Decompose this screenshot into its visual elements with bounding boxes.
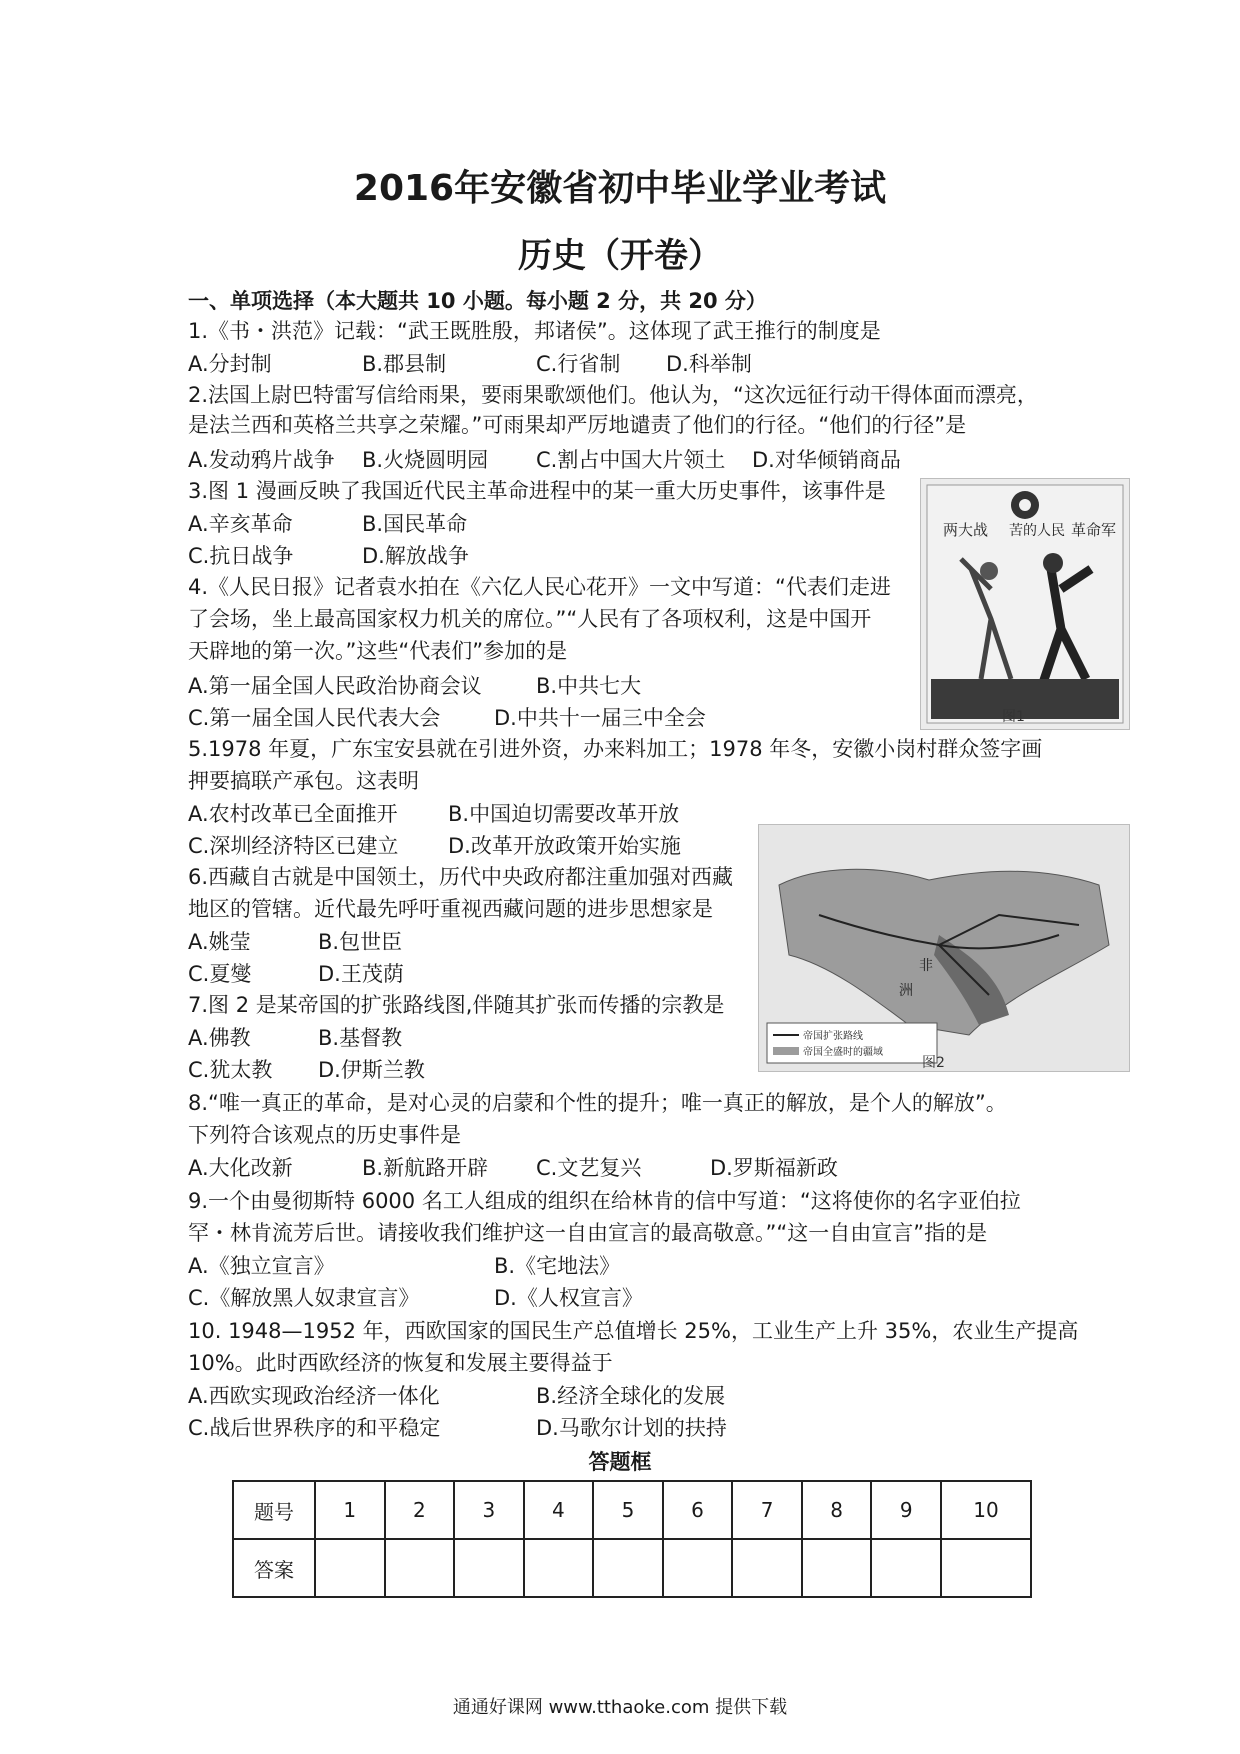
exam-title: 2016年安徽省初中毕业学业考试 [353, 168, 887, 209]
question-number: 7 [732, 1481, 802, 1539]
q3-option-b: B.国民革命 [362, 512, 468, 536]
q8-line2: 下列符合该观点的历史事件是 [188, 1123, 461, 1147]
q6-option-a: A.姚莹 [188, 930, 251, 954]
q1-option-d: D.科举制 [666, 352, 752, 376]
q4-option-b: B.中共七大 [536, 674, 642, 698]
footer-credit: 通通好课网 www.tthaoke.com 提供下载 [452, 1697, 788, 1718]
q5-option-d: D.改革开放政策开始实施 [448, 834, 681, 858]
q1-option-c: C.行省制 [536, 352, 621, 376]
q7-option-d: D.伊斯兰教 [318, 1058, 425, 1082]
map-label-africa-1: 非 [919, 958, 933, 974]
q10-option-b: B.经济全球化的发展 [536, 1384, 726, 1408]
q8-line1: 8.“唯一真正的革命，是对心灵的启蒙和个性的提升；唯一真正的解放，是个人的解放”。 [188, 1091, 1007, 1115]
question-number: 8 [802, 1481, 872, 1539]
q7-stem: 7.图 2 是某帝国的扩张路线图,伴随其扩张而传播的宗教是 [188, 993, 725, 1017]
answer-cell[interactable] [385, 1539, 455, 1597]
q5-option-a: A.农村改革已全面推开 [188, 802, 398, 826]
figure-2-caption: 图2 [922, 1055, 945, 1071]
question-number: 2 [385, 1481, 455, 1539]
question-number: 9 [871, 1481, 941, 1539]
question-number: 10 [941, 1481, 1031, 1539]
q3-option-c: C.抗日战争 [188, 544, 294, 568]
q3-stem: 3.图 1 漫画反映了我国近代民主革命进程中的某一重大历史事件，该事件是 [188, 479, 886, 503]
map-legend-route: 帝国扩张路线 [803, 1031, 863, 1042]
q4-line1: 4.《人民日报》记者袁水拍在《六亿人民心花开》一文中写道：“代表们走进 [188, 575, 891, 599]
exam-subtitle: 历史（开卷） [518, 236, 722, 276]
map-legend-territory: 帝国全盛时的疆域 [803, 1047, 883, 1058]
q5-option-b: B.中国迫切需要改革开放 [448, 802, 680, 826]
answer-cell[interactable] [593, 1539, 663, 1597]
figure-1-cartoon [920, 478, 1130, 730]
q4-option-a: A.第一届全国人民政治协商会议 [188, 674, 482, 698]
q3-option-a: A.辛亥革命 [188, 512, 293, 536]
question-number: 6 [663, 1481, 733, 1539]
question-number: 4 [524, 1481, 594, 1539]
q6-line1: 6.西藏自古就是中国领土，历代中央政府都注重加强对西藏 [188, 865, 734, 889]
answer-row-label: 答案 [233, 1539, 315, 1597]
figure-2-map [758, 824, 1130, 1072]
q4-option-c: C.第一届全国人民代表大会 [188, 706, 441, 730]
q6-line2: 地区的管辖。近代最先呼吁重视西藏问题的进步思想家是 [188, 897, 713, 921]
q2-option-b: B.火烧圆明园 [362, 448, 489, 472]
q2-option-d: D.对华倾销商品 [752, 448, 901, 472]
answer-cell[interactable] [454, 1539, 524, 1597]
q9-option-c: C.《解放黑人奴隶宣言》 [188, 1286, 420, 1310]
q1-option-a: A.分封制 [188, 352, 272, 376]
q2-line1: 2.法国上尉巴特雷写信给雨果，要雨果歌颂他们。他认为，“这次远征行动干得体面而漂亮， [188, 383, 1038, 407]
answer-cell[interactable] [802, 1539, 872, 1597]
q6-option-b: B.包世臣 [318, 930, 403, 954]
q8-option-b: B.新航路开辟 [362, 1156, 489, 1180]
answer-cell[interactable] [871, 1539, 941, 1597]
number-row-label: 题号 [233, 1481, 315, 1539]
q5-line2: 押要搞联产承包。这表明 [188, 769, 419, 793]
answer-cell[interactable] [315, 1539, 385, 1597]
q9-option-a: A.《独立宣言》 [188, 1254, 335, 1278]
answer-cell[interactable] [732, 1539, 802, 1597]
q7-option-a: A.佛教 [188, 1026, 251, 1050]
q9-option-b: B.《宅地法》 [494, 1254, 621, 1278]
map-label-africa-2: 洲 [899, 983, 913, 999]
q7-option-c: C.犹太教 [188, 1058, 273, 1082]
answer-box-title: 答题框 [588, 1450, 652, 1474]
q4-line2: 了会场，坐上最高国家权力机关的席位。”“人民有了各项权利，这是中国开 [188, 607, 872, 631]
q5-option-c: C.深圳经济特区已建立 [188, 834, 399, 858]
answer-table [232, 1480, 1032, 1598]
q3-option-d: D.解放战争 [362, 544, 469, 568]
q10-option-d: D.马歌尔计划的扶持 [536, 1416, 727, 1440]
q8-option-c: C.文艺复兴 [536, 1156, 642, 1180]
q6-option-d: D.王茂荫 [318, 962, 404, 986]
section-heading: 一、单项选择（本大题共 10 小题。每小题 2 分，共 20 分） [188, 289, 767, 313]
q8-option-a: A.大化改新 [188, 1156, 293, 1180]
empire-expansion-map [759, 825, 1129, 1071]
q1-option-b: B.郡县制 [362, 352, 447, 376]
answer-cell[interactable] [941, 1539, 1031, 1597]
answer-cell[interactable] [663, 1539, 733, 1597]
q6-option-c: C.夏燮 [188, 962, 252, 986]
q10-option-c: C.战后世界秩序的和平稳定 [188, 1416, 441, 1440]
cartoon-text-left: 两大战 [943, 521, 989, 539]
q9-line2: 罕・林肯流芳后世。请接收我们维护这一自由宣言的最高敬意。”“这一自由宣言”指的是 [188, 1221, 988, 1245]
q10-option-a: A.西欧实现政治经济一体化 [188, 1384, 440, 1408]
q10-line2: 10%。此时西欧经济的恢复和发展主要得益于 [188, 1351, 613, 1375]
q1-stem: 1.《书・洪范》记载：“武王既胜殷，邦诸侯”。这体现了武王推行的制度是 [188, 319, 881, 343]
figure-1-caption: 图1 [1002, 709, 1025, 725]
q9-line1: 9.一个由曼彻斯特 6000 名工人组成的组织在给林肯的信中写道：“这将使你的名字亚伯拉 [188, 1189, 1021, 1213]
q2-option-c: C.割占中国大片领土 [536, 448, 726, 472]
question-number: 1 [315, 1481, 385, 1539]
cartoon-text-mid: 苦的人民 [1009, 523, 1065, 539]
question-number: 3 [454, 1481, 524, 1539]
q9-option-d: D.《人权宣言》 [494, 1286, 643, 1310]
q2-option-a: A.发动鸦片战争 [188, 448, 335, 472]
q4-line3: 天辟地的第一次。”这些“代表们”参加的是 [188, 639, 568, 663]
cartoon-illustration [921, 479, 1129, 729]
q4-option-d: D.中共十一届三中全会 [494, 706, 706, 730]
answer-table-number-row [233, 1481, 1031, 1539]
q5-line1: 5.1978 年夏，广东宝安县就在引进外资，办来料加工；1978 年冬，安徽小岗村群众签字画 [188, 737, 1043, 761]
q2-line2: 是法兰西和英格兰共享之荣耀。”可雨果却严厉地谴责了他们的行径。“他们的行径”是 [188, 413, 967, 437]
answer-cell[interactable] [524, 1539, 594, 1597]
question-number: 5 [593, 1481, 663, 1539]
cartoon-text-right: 革命军 [1071, 521, 1117, 539]
answer-table-answer-row [233, 1539, 1031, 1597]
q8-option-d: D.罗斯福新政 [710, 1156, 838, 1180]
q7-option-b: B.基督教 [318, 1026, 403, 1050]
q10-line1: 10. 1948—1952 年，西欧国家的国民生产总值增长 25%，工业生产上升 35%，农业生产提高 [188, 1319, 1079, 1343]
